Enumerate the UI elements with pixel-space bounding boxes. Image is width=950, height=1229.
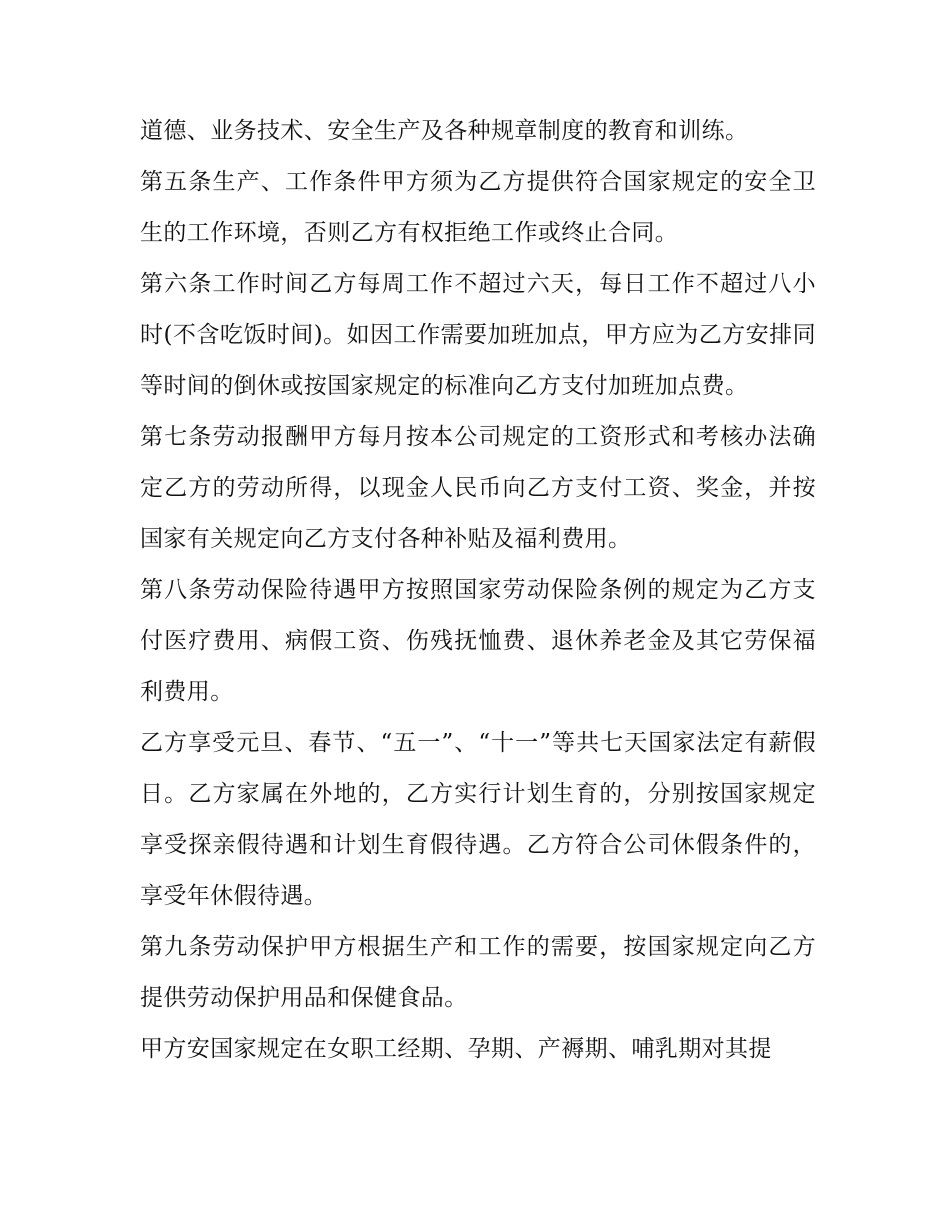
paragraph-female-workers: 甲方安国家规定在女职工经期、孕期、产褥期、哺乳期对其提 xyxy=(140,1036,772,1062)
paragraph-holidays: 乙方享受元旦、春节、“五一”、“十一”等共七天国家法定有薪假日。乙方家属在外地的，乙方实行计划生育的，分别按国家规定享受探亲假待遇和计划生育假待遇。乙方符合公司休假条件的，享受年休假待遇。 xyxy=(140,730,816,909)
paragraph-article-9-labor-protection: 第九条劳动保护甲方根据生产和工作的需要，按国家规定向乙方提供劳动保护用品和保健食品。 xyxy=(140,934,816,1011)
paragraph-article-8-insurance: 第八条劳动保险待遇甲方按照国家劳动保险条例的规定为乙方支付医疗费用、病假工资、伤残抚恤费、退休养老金及其它劳保福利费用。 xyxy=(140,577,816,705)
document-body xyxy=(140,106,816,1075)
paragraph-training: 道德、业务技术、安全生产及各种规章制度的教育和训练。 xyxy=(140,118,749,144)
paragraph-article-6-working-hours: 第六条工作时间乙方每周工作不超过六天，每日工作不超过八小时(不含吃饭时间)。如因工作需要加班加点，甲方应为乙方安排同等时间的倒休或按国家规定的标准向乙方支付加班加点费。 xyxy=(140,271,816,399)
paragraph-article-5-working-conditions: 第五条生产、工作条件甲方须为乙方提供符合国家规定的安全卫生的工作环境，否则乙方有权拒绝工作或终止合同。 xyxy=(140,169,816,246)
paragraph-article-7-remuneration: 第七条劳动报酬甲方每月按本公司规定的工资形式和考核办法确定乙方的劳动所得，以现金人民币向乙方支付工资、奖金，并按国家有关规定向乙方支付各种补贴及福利费用。 xyxy=(140,424,816,552)
